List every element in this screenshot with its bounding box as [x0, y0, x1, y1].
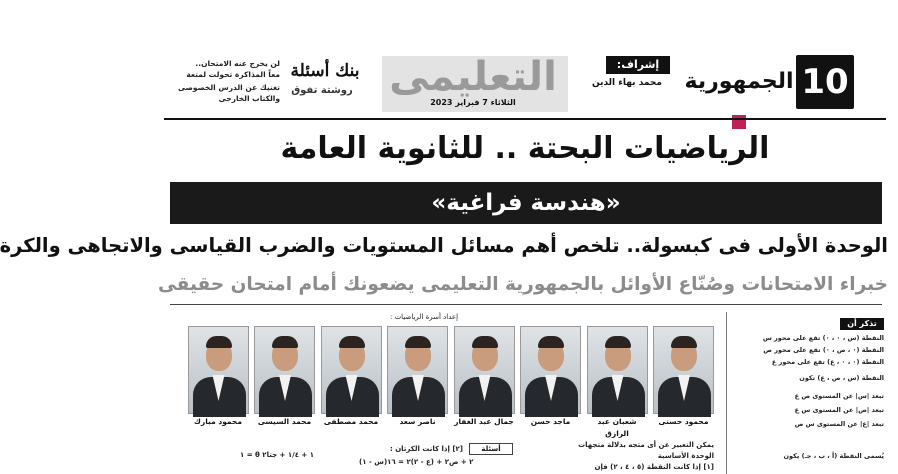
remember-line: النقطة (س ، ص ، ع) تكون: [799, 374, 884, 382]
page-title: الرياضيات البحتة .. للثانوية العامة: [280, 131, 770, 166]
team-photos: [180, 326, 714, 438]
headline-subtitle-gray: خبراء الامتحانات وصُنّاع الأوائل بالجمهورية التعليمى يضعونك أمام امتحان حقيقى: [157, 274, 888, 295]
bank-title: بنك أسئلة: [290, 61, 360, 81]
team-member-photo: [387, 326, 448, 414]
remember-footer: يُسمى النقطة (أ ، ب ، جـ) يكون: [783, 452, 884, 460]
topic-bar: «هندسة فراغية»: [170, 182, 882, 224]
team-member-name: ماجد حسن: [530, 417, 571, 426]
promo-line: تغنيك عن الدرس الخصوصى: [178, 83, 280, 92]
remember-label: تذكر أن: [840, 318, 884, 330]
prep-tag: إعداد أسرة الرياضيات :: [389, 313, 459, 321]
remember-line: النقطة (٠ ، ص ، ٠) تقع على محور ص: [763, 346, 884, 354]
questions-label: أسئلة: [469, 443, 513, 455]
team-member-name: محمود حسنى: [658, 417, 709, 426]
team-member-name: شعبان عبد الرازق: [597, 417, 637, 438]
body-text: [١] إذا كانت النقطة (٥ ، ٤ ، ٢) فإن: [594, 463, 714, 471]
supervision-label: إشراف:: [606, 56, 670, 74]
team-member-photo: [454, 326, 515, 414]
team-member-photo: [587, 326, 648, 414]
edition-title: التعليمى: [389, 54, 557, 100]
team-member-name: محمود مبارك: [194, 417, 242, 426]
team-member-photo: [653, 326, 714, 414]
bank-subtitle: روشتة تفوق: [291, 85, 353, 96]
body-text: ١ + ١/٤ + جتا٢ θ = ١: [240, 451, 314, 459]
newspaper-logo: [684, 62, 794, 102]
team-member-photo: [321, 326, 382, 414]
logo-text: الجمهورية: [684, 69, 794, 94]
issue-date: الثلاثاء 7 فبراير 2023: [430, 98, 516, 107]
body-text: [٢] إذا كانت الكرتان :: [389, 445, 463, 453]
column-divider: [726, 312, 727, 474]
remember-line: تبعد |ع| عن المستوى س ص: [794, 420, 884, 428]
team-member-photo: [188, 326, 249, 414]
section-divider: [170, 304, 882, 305]
team-member-photo: [520, 326, 581, 414]
team-member-name: محمد السيسى: [257, 417, 312, 426]
remember-line: النقطة (٠ ، ٠ ، ع) تقع على محور ع: [771, 358, 884, 366]
remember-line: تبعد |س| عن المستوى ص ع: [794, 392, 884, 400]
body-text: يمكن التعبير عن أى متجه بدلالة متجهات: [578, 441, 714, 449]
team-member-name: محمد مصطفى: [323, 417, 379, 426]
page-number: 10: [796, 55, 854, 109]
team-member-name: ناصر سعد: [399, 417, 436, 426]
team-member-photo: [254, 326, 315, 414]
body-text: (س - ١)٢ + ص٢ + (ع - ٢)٢ = ١٦: [359, 458, 474, 466]
promo-line: لن يخرج عنه الامتحان..: [195, 59, 280, 68]
supervisor-name: محمد بهاء الدين: [591, 78, 662, 88]
body-text: الوحدة الأساسية: [657, 452, 714, 460]
team-member-name: جمال عبد الغفار: [454, 417, 514, 426]
promo-line: معاً المذاكرة تحولت لمتعة: [186, 70, 280, 79]
headline-subtitle: الوحدة الأولى فى كبسولة.. تلخص أهم مسائل المستويات والضرب القياسى والاتجاهى والكرة: [0, 234, 888, 257]
remember-line: تبعد |ص| عن المستوى س ع: [794, 406, 884, 414]
remember-line: النقطة (س ، ٠ ، ٠) تقع على محور س: [762, 334, 884, 342]
promo-line: والكتاب الخارجى: [218, 94, 280, 103]
header-divider: [164, 118, 886, 120]
